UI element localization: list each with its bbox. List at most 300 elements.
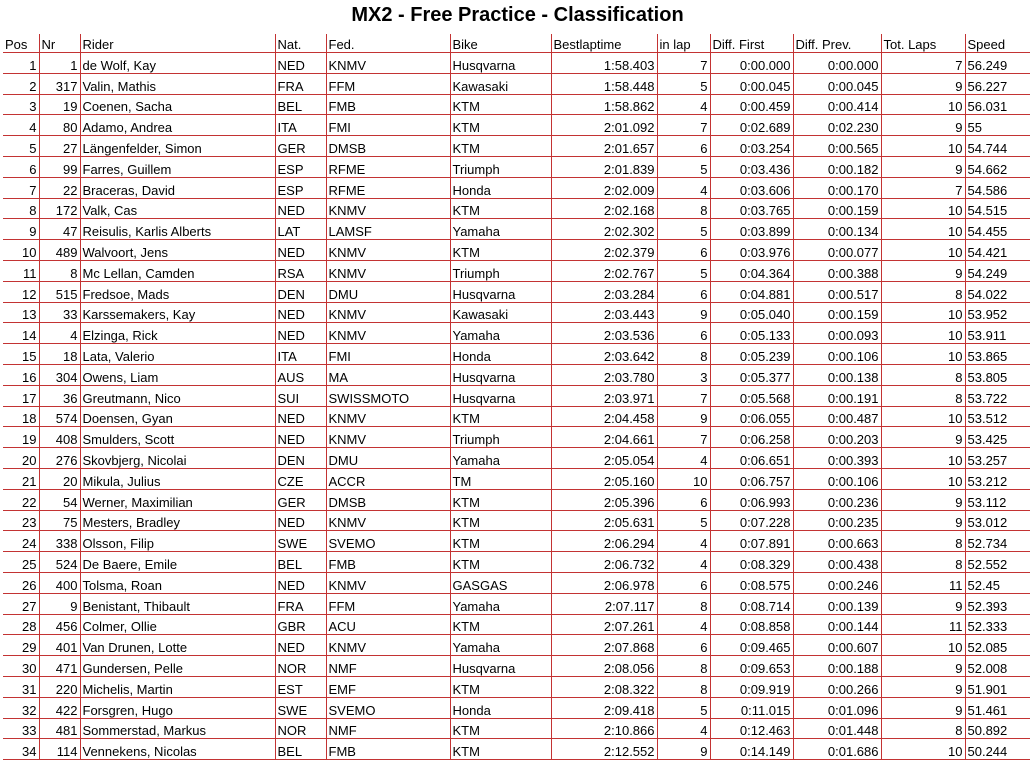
cell-tot-laps: 10 [881,323,965,344]
cell-in-lap: 5 [657,73,710,94]
cell-bestlaptime: 2:05.396 [551,489,657,510]
table-body [3,53,1030,760]
cell-tot-laps: 10 [881,136,965,157]
cell-bestlaptime: 2:02.767 [551,260,657,281]
cell-diff-prev: 0:00.077 [793,240,881,261]
cell-bike: KTM [450,115,551,136]
header-row [3,34,1030,53]
cell-diff-prev: 0:00.565 [793,136,881,157]
cell-nr: 408 [39,427,80,448]
cell-bike: KTM [450,489,551,510]
cell-diff-first: 0:06.258 [710,427,793,448]
cell-pos: 30 [3,656,39,677]
cell-speed: 52.008 [965,656,1030,677]
cell-tot-laps: 11 [881,572,965,593]
cell-in-lap: 7 [657,385,710,406]
cell-tot-laps: 9 [881,676,965,697]
cell-nat: NED [275,53,326,74]
cell-pos: 1 [3,53,39,74]
cell-nat: NED [275,240,326,261]
cell-diff-first: 0:07.228 [710,510,793,531]
cell-rider: Lata, Valerio [80,344,275,365]
cell-tot-laps: 10 [881,302,965,323]
cell-tot-laps: 7 [881,177,965,198]
cell-speed: 54.515 [965,198,1030,219]
table-row [3,739,1030,760]
table-row [3,635,1030,656]
cell-nat: FRA [275,593,326,614]
cell-diff-first: 0:14.149 [710,739,793,760]
cell-nr: 47 [39,219,80,240]
cell-tot-laps: 11 [881,614,965,635]
cell-nat: CZE [275,468,326,489]
cell-speed: 53.865 [965,344,1030,365]
cell-diff-first: 0:06.757 [710,468,793,489]
cell-speed: 56.031 [965,94,1030,115]
cell-tot-laps: 10 [881,240,965,261]
cell-pos: 23 [3,510,39,531]
cell-pos: 10 [3,240,39,261]
cell-speed: 54.586 [965,177,1030,198]
cell-diff-first: 0:11.015 [710,697,793,718]
cell-nr: 471 [39,656,80,677]
cell-rider: Valin, Mathis [80,73,275,94]
cell-diff-prev: 0:00.663 [793,531,881,552]
table-row [3,281,1030,302]
cell-nr: 524 [39,552,80,573]
column-header-fed: Fed. [326,34,450,53]
cell-nr: 574 [39,406,80,427]
cell-fed: MA [326,364,450,385]
cell-rider: Coenen, Sacha [80,94,275,115]
cell-speed: 52.085 [965,635,1030,656]
cell-rider: Sommerstad, Markus [80,718,275,739]
cell-bike: Husqvarna [450,656,551,677]
cell-in-lap: 5 [657,260,710,281]
cell-pos: 13 [3,302,39,323]
cell-bike: KTM [450,531,551,552]
cell-nr: 54 [39,489,80,510]
cell-nat: NED [275,198,326,219]
cell-fed: KNMV [326,406,450,427]
cell-diff-first: 0:05.568 [710,385,793,406]
cell-speed: 54.421 [965,240,1030,261]
cell-in-lap: 6 [657,136,710,157]
cell-diff-prev: 0:00.159 [793,302,881,323]
cell-speed: 53.952 [965,302,1030,323]
cell-speed: 56.249 [965,53,1030,74]
table-row [3,198,1030,219]
cell-in-lap: 4 [657,718,710,739]
cell-diff-prev: 0:00.191 [793,385,881,406]
cell-fed: ACCR [326,468,450,489]
cell-bike: Yamaha [450,323,551,344]
cell-fed: RFME [326,156,450,177]
cell-tot-laps: 9 [881,697,965,718]
cell-nat: ESP [275,156,326,177]
cell-rider: Werner, Maximilian [80,489,275,510]
table-row [3,385,1030,406]
cell-fed: SVEMO [326,531,450,552]
cell-bike: Kawasaki [450,73,551,94]
cell-in-lap: 4 [657,177,710,198]
cell-rider: Reisulis, Karlis Alberts [80,219,275,240]
cell-nat: GER [275,489,326,510]
cell-tot-laps: 10 [881,635,965,656]
cell-bestlaptime: 2:04.661 [551,427,657,448]
cell-bestlaptime: 2:03.971 [551,385,657,406]
cell-nat: ITA [275,115,326,136]
cell-diff-first: 0:08.714 [710,593,793,614]
cell-rider: Längenfelder, Simon [80,136,275,157]
cell-pos: 12 [3,281,39,302]
cell-rider: Fredsoe, Mads [80,281,275,302]
cell-in-lap: 4 [657,531,710,552]
cell-nat: NOR [275,656,326,677]
cell-in-lap: 8 [657,656,710,677]
cell-fed: FMB [326,739,450,760]
cell-speed: 52.734 [965,531,1030,552]
cell-diff-prev: 0:00.139 [793,593,881,614]
cell-bike: KTM [450,718,551,739]
cell-pos: 7 [3,177,39,198]
cell-pos: 19 [3,427,39,448]
cell-bestlaptime: 2:09.418 [551,697,657,718]
table-row [3,552,1030,573]
cell-nat: DEN [275,281,326,302]
cell-speed: 53.722 [965,385,1030,406]
cell-rider: Valk, Cas [80,198,275,219]
classification-table [3,34,1030,760]
cell-in-lap: 4 [657,552,710,573]
cell-bike: Yamaha [450,635,551,656]
cell-diff-first: 0:00.459 [710,94,793,115]
cell-tot-laps: 7 [881,53,965,74]
cell-nr: 33 [39,302,80,323]
cell-diff-prev: 0:00.188 [793,656,881,677]
cell-diff-prev: 0:00.182 [793,156,881,177]
cell-in-lap: 3 [657,364,710,385]
cell-pos: 3 [3,94,39,115]
cell-in-lap: 8 [657,198,710,219]
cell-bestlaptime: 2:02.168 [551,198,657,219]
cell-diff-first: 0:04.364 [710,260,793,281]
cell-fed: KNMV [326,572,450,593]
cell-bike: Yamaha [450,448,551,469]
cell-fed: LAMSF [326,219,450,240]
cell-tot-laps: 9 [881,427,965,448]
cell-rider: Benistant, Thibault [80,593,275,614]
table-row [3,344,1030,365]
cell-bike: Triumph [450,427,551,448]
cell-nr: 317 [39,73,80,94]
cell-diff-first: 0:03.254 [710,136,793,157]
cell-bike: KTM [450,198,551,219]
table-row [3,593,1030,614]
cell-diff-first: 0:00.045 [710,73,793,94]
cell-in-lap: 10 [657,468,710,489]
cell-in-lap: 7 [657,53,710,74]
cell-fed: DMU [326,448,450,469]
cell-in-lap: 4 [657,448,710,469]
cell-tot-laps: 8 [881,385,965,406]
cell-tot-laps: 10 [881,219,965,240]
cell-speed: 53.911 [965,323,1030,344]
cell-in-lap: 8 [657,593,710,614]
cell-pos: 22 [3,489,39,510]
cell-in-lap: 5 [657,156,710,177]
cell-bike: Honda [450,177,551,198]
cell-rider: Van Drunen, Lotte [80,635,275,656]
cell-speed: 53.425 [965,427,1030,448]
cell-rider: Owens, Liam [80,364,275,385]
cell-diff-first: 0:09.653 [710,656,793,677]
cell-in-lap: 9 [657,302,710,323]
cell-pos: 28 [3,614,39,635]
cell-diff-prev: 0:00.266 [793,676,881,697]
table-header [3,34,1030,53]
cell-diff-prev: 0:00.000 [793,53,881,74]
cell-fed: FMB [326,552,450,573]
cell-fed: DMU [326,281,450,302]
cell-nr: 401 [39,635,80,656]
cell-diff-first: 0:03.976 [710,240,793,261]
cell-rider: Forsgren, Hugo [80,697,275,718]
table-row [3,489,1030,510]
cell-nat: NOR [275,718,326,739]
cell-tot-laps: 9 [881,115,965,136]
cell-speed: 54.455 [965,219,1030,240]
cell-rider: Mesters, Bradley [80,510,275,531]
cell-nat: GER [275,136,326,157]
cell-nat: SWE [275,531,326,552]
cell-speed: 56.227 [965,73,1030,94]
cell-bike: Husqvarna [450,385,551,406]
cell-rider: Elzinga, Rick [80,323,275,344]
cell-tot-laps: 10 [881,344,965,365]
cell-rider: de Wolf, Kay [80,53,275,74]
cell-fed: KNMV [326,240,450,261]
cell-nat: ITA [275,344,326,365]
table-row [3,448,1030,469]
cell-bike: KTM [450,94,551,115]
cell-speed: 55 [965,115,1030,136]
cell-diff-first: 0:12.463 [710,718,793,739]
cell-pos: 6 [3,156,39,177]
cell-diff-first: 0:05.377 [710,364,793,385]
cell-bike: TM [450,468,551,489]
cell-nat: NED [275,302,326,323]
cell-speed: 53.257 [965,448,1030,469]
cell-bike: Triumph [450,156,551,177]
cell-speed: 53.012 [965,510,1030,531]
cell-diff-prev: 0:00.607 [793,635,881,656]
cell-pos: 31 [3,676,39,697]
cell-diff-first: 0:05.133 [710,323,793,344]
cell-fed: KNMV [326,635,450,656]
cell-nr: 338 [39,531,80,552]
cell-bestlaptime: 2:08.056 [551,656,657,677]
cell-speed: 52.552 [965,552,1030,573]
cell-pos: 24 [3,531,39,552]
table-row [3,177,1030,198]
cell-nat: NED [275,572,326,593]
cell-bike: Triumph [450,260,551,281]
cell-bestlaptime: 2:01.657 [551,136,657,157]
cell-bestlaptime: 2:03.443 [551,302,657,323]
cell-in-lap: 6 [657,240,710,261]
cell-diff-first: 0:08.858 [710,614,793,635]
table-row [3,572,1030,593]
cell-bike: KTM [450,676,551,697]
cell-bestlaptime: 2:05.631 [551,510,657,531]
cell-nat: ESP [275,177,326,198]
cell-bestlaptime: 1:58.862 [551,94,657,115]
cell-tot-laps: 9 [881,510,965,531]
cell-diff-first: 0:06.993 [710,489,793,510]
cell-bestlaptime: 2:03.642 [551,344,657,365]
cell-nat: SUI [275,385,326,406]
table-row [3,656,1030,677]
cell-bike: KTM [450,240,551,261]
cell-bestlaptime: 2:04.458 [551,406,657,427]
cell-bestlaptime: 2:03.780 [551,364,657,385]
cell-bike: KTM [450,136,551,157]
column-header-pos: Pos [3,34,39,53]
cell-diff-prev: 0:00.159 [793,198,881,219]
cell-nr: 172 [39,198,80,219]
cell-pos: 26 [3,572,39,593]
cell-bike: KTM [450,739,551,760]
table-row [3,614,1030,635]
column-header-nr: Nr [39,34,80,53]
cell-pos: 17 [3,385,39,406]
cell-fed: KNMV [326,53,450,74]
table-row [3,240,1030,261]
cell-rider: Braceras, David [80,177,275,198]
cell-diff-prev: 0:00.106 [793,344,881,365]
cell-diff-prev: 0:01.448 [793,718,881,739]
cell-diff-prev: 0:00.236 [793,489,881,510]
cell-diff-prev: 0:00.487 [793,406,881,427]
cell-bestlaptime: 1:58.403 [551,53,657,74]
cell-fed: DMSB [326,489,450,510]
cell-diff-prev: 0:00.134 [793,219,881,240]
cell-rider: Greutmann, Nico [80,385,275,406]
cell-tot-laps: 10 [881,739,965,760]
cell-bestlaptime: 2:05.054 [551,448,657,469]
cell-diff-first: 0:07.891 [710,531,793,552]
cell-in-lap: 7 [657,115,710,136]
cell-nr: 422 [39,697,80,718]
cell-in-lap: 6 [657,489,710,510]
column-header-bestlaptime: Bestlaptime [551,34,657,53]
cell-rider: Olsson, Filip [80,531,275,552]
cell-diff-first: 0:03.765 [710,198,793,219]
column-header-speed: Speed [965,34,1030,53]
cell-bike: Honda [450,344,551,365]
cell-pos: 15 [3,344,39,365]
cell-pos: 32 [3,697,39,718]
table-row [3,468,1030,489]
cell-rider: Gundersen, Pelle [80,656,275,677]
cell-nat: RSA [275,260,326,281]
cell-pos: 21 [3,468,39,489]
cell-pos: 27 [3,593,39,614]
cell-fed: KNMV [326,260,450,281]
cell-fed: FFM [326,73,450,94]
cell-diff-first: 0:08.575 [710,572,793,593]
cell-speed: 52.393 [965,593,1030,614]
table-row [3,510,1030,531]
cell-rider: Karssemakers, Kay [80,302,275,323]
cell-pos: 18 [3,406,39,427]
cell-speed: 54.744 [965,136,1030,157]
cell-rider: Farres, Guillem [80,156,275,177]
table-row [3,156,1030,177]
cell-tot-laps: 8 [881,531,965,552]
cell-tot-laps: 9 [881,656,965,677]
cell-fed: NMF [326,656,450,677]
cell-bestlaptime: 2:07.117 [551,593,657,614]
cell-diff-prev: 0:00.203 [793,427,881,448]
cell-in-lap: 9 [657,739,710,760]
cell-bike: KTM [450,406,551,427]
cell-fed: FFM [326,593,450,614]
cell-bestlaptime: 2:08.322 [551,676,657,697]
cell-diff-prev: 0:01.096 [793,697,881,718]
cell-in-lap: 6 [657,635,710,656]
table-row [3,94,1030,115]
cell-nat: NED [275,323,326,344]
cell-rider: Vennekens, Nicolas [80,739,275,760]
cell-in-lap: 5 [657,697,710,718]
cell-rider: Walvoort, Jens [80,240,275,261]
cell-fed: FMB [326,94,450,115]
column-header-tot-laps: Tot. Laps [881,34,965,53]
cell-diff-first: 0:03.606 [710,177,793,198]
cell-bike: KTM [450,510,551,531]
cell-fed: RFME [326,177,450,198]
cell-tot-laps: 8 [881,364,965,385]
cell-bike: Husqvarna [450,53,551,74]
column-header-in-lap: in lap [657,34,710,53]
cell-pos: 4 [3,115,39,136]
cell-speed: 53.212 [965,468,1030,489]
cell-in-lap: 5 [657,219,710,240]
cell-nat: EST [275,676,326,697]
cell-nr: 304 [39,364,80,385]
cell-bestlaptime: 2:10.866 [551,718,657,739]
cell-bestlaptime: 1:58.448 [551,73,657,94]
cell-bike: Yamaha [450,593,551,614]
cell-in-lap: 6 [657,323,710,344]
cell-speed: 53.512 [965,406,1030,427]
cell-nat: BEL [275,552,326,573]
cell-in-lap: 4 [657,94,710,115]
cell-tot-laps: 9 [881,73,965,94]
cell-nr: 80 [39,115,80,136]
cell-pos: 33 [3,718,39,739]
cell-fed: NMF [326,718,450,739]
cell-rider: Smulders, Scott [80,427,275,448]
cell-speed: 52.45 [965,572,1030,593]
cell-bike: Husqvarna [450,364,551,385]
cell-speed: 52.333 [965,614,1030,635]
cell-diff-prev: 0:00.170 [793,177,881,198]
cell-nr: 456 [39,614,80,635]
cell-in-lap: 6 [657,572,710,593]
